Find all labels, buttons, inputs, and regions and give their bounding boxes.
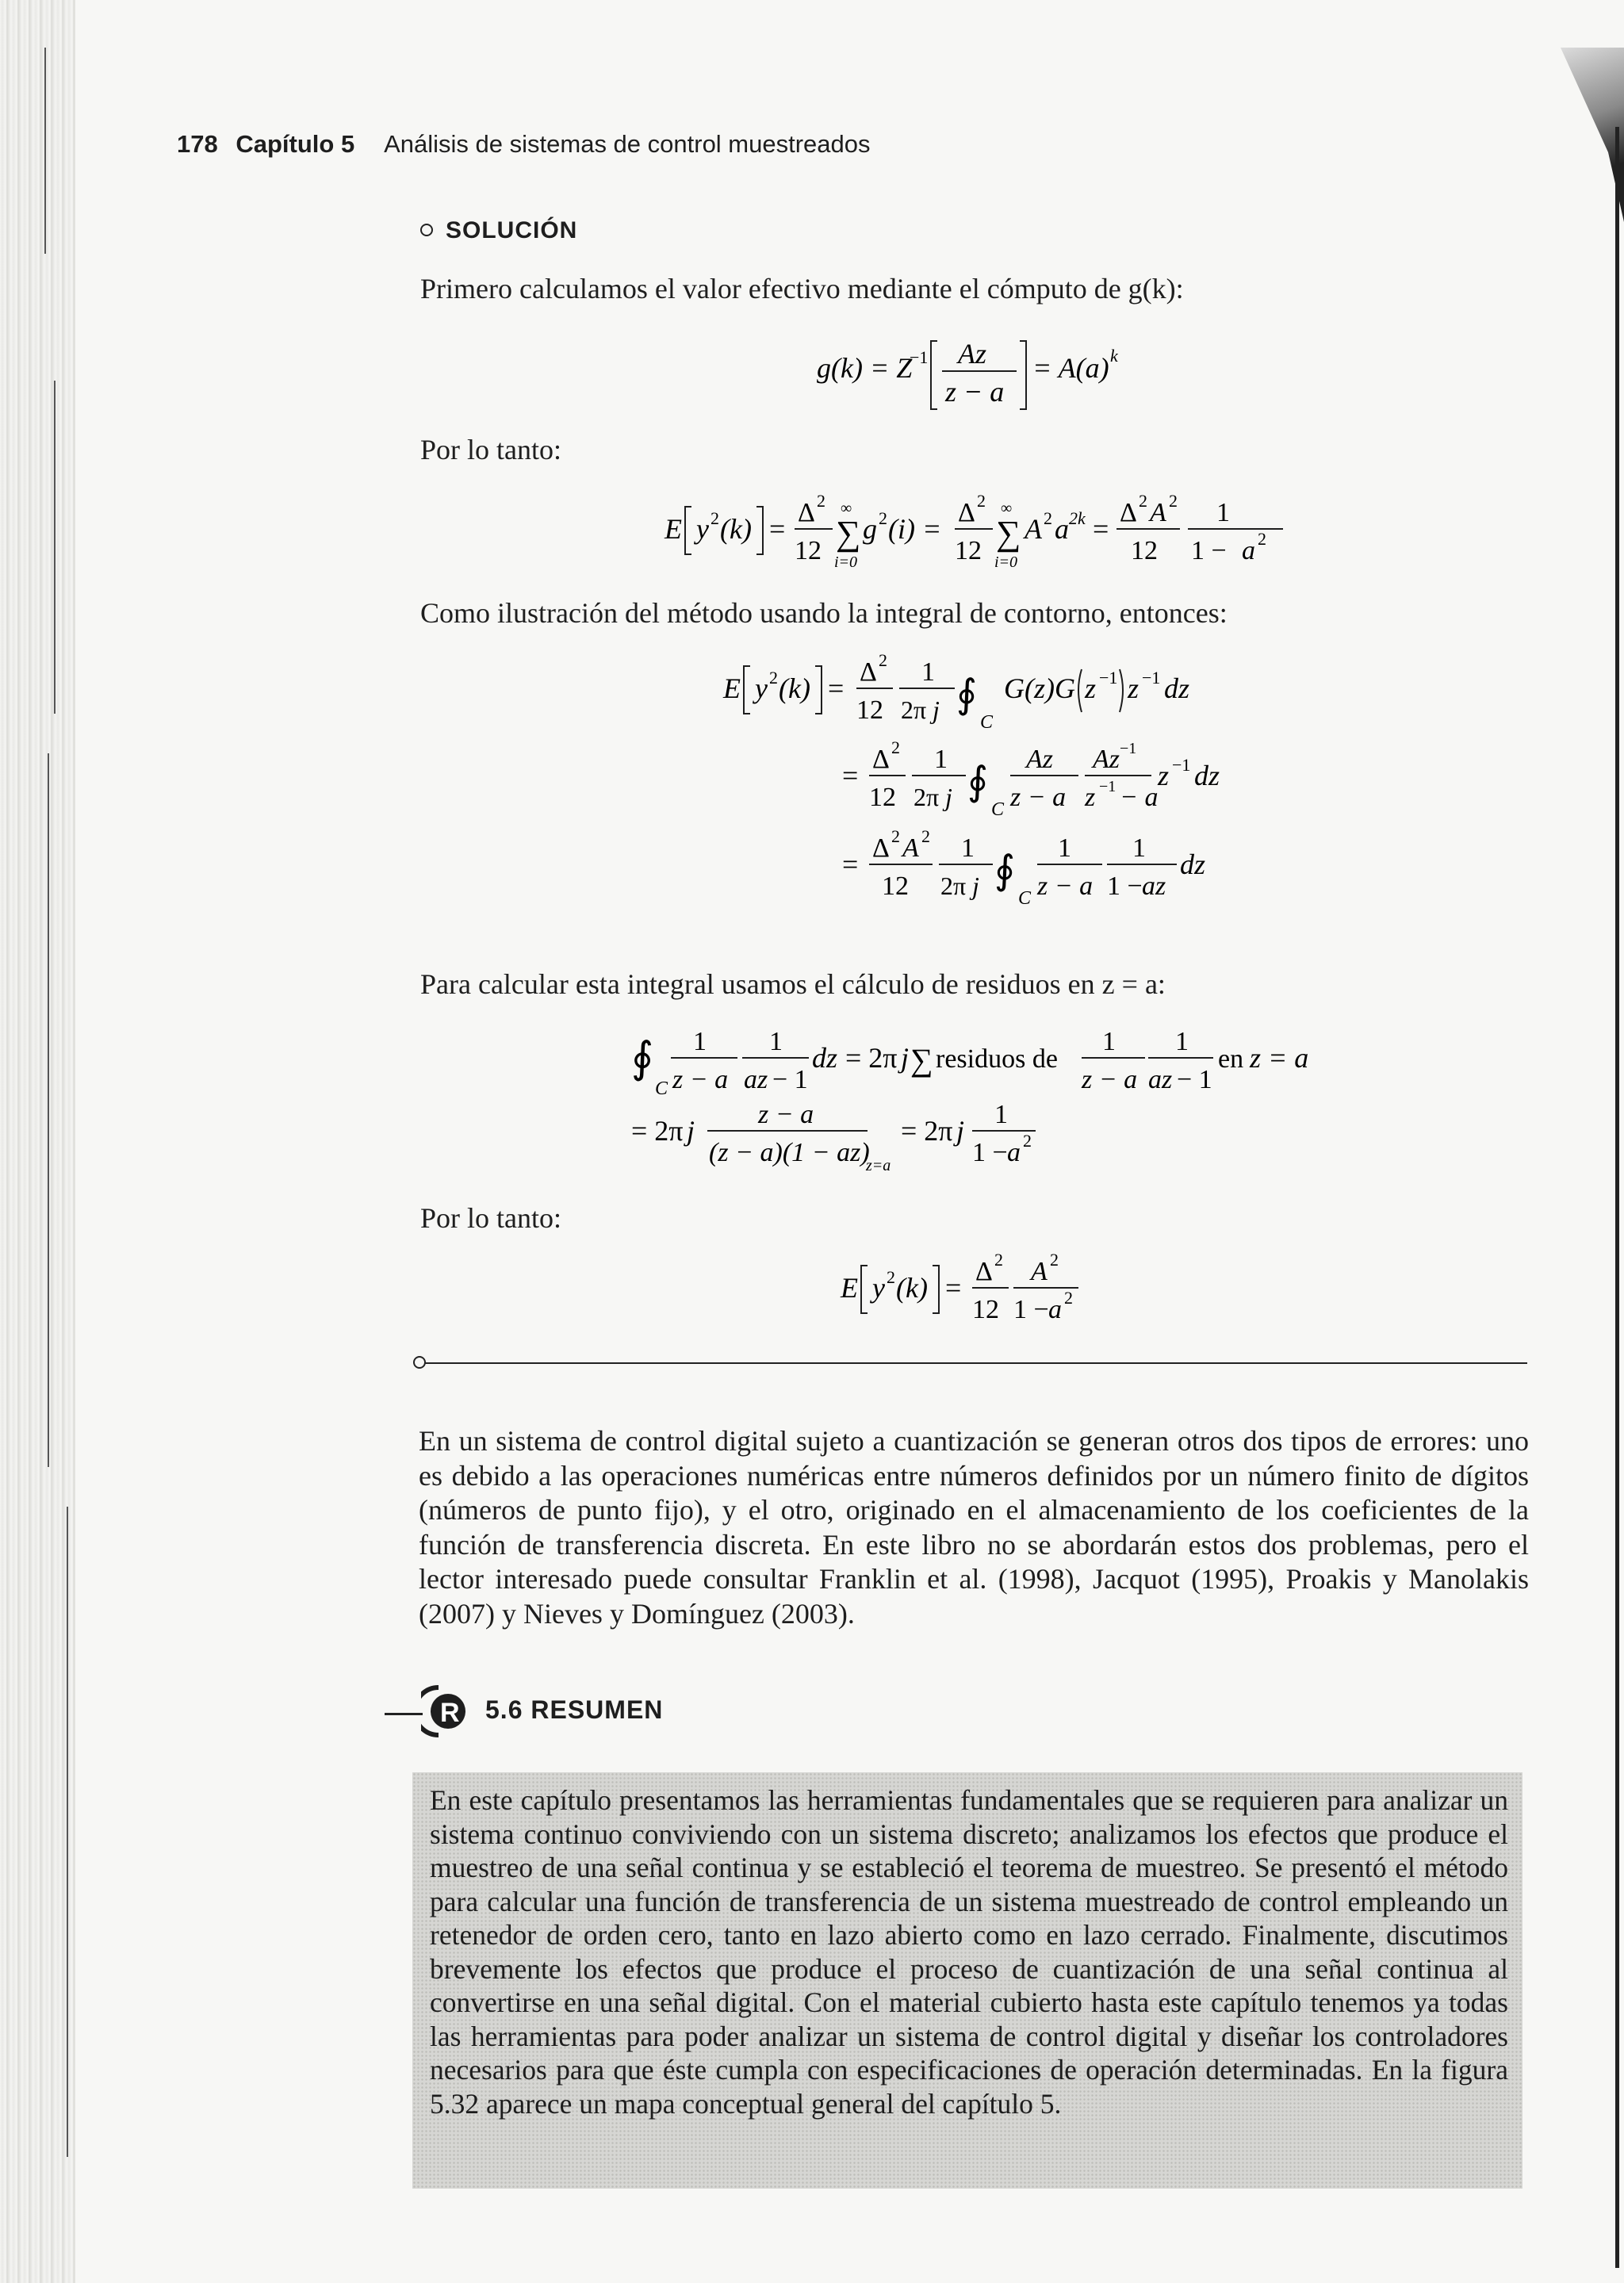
svg-text:z: z	[1085, 672, 1097, 704]
svg-text:z − a: z − a	[758, 1100, 814, 1129]
svg-text:− a: − a	[1120, 783, 1159, 812]
solution-paragraph-5: Por lo tanto:	[420, 1202, 561, 1234]
svg-text:en: en	[1218, 1044, 1244, 1074]
svg-text:j: j	[901, 1042, 910, 1074]
svg-text:12: 12	[882, 871, 909, 901]
svg-text:1: 1	[934, 745, 948, 774]
svg-text:∑: ∑	[910, 1042, 933, 1078]
svg-text:1: 1	[1132, 833, 1146, 863]
svg-text:2: 2	[1169, 491, 1178, 511]
svg-text:j: j	[933, 695, 940, 724]
solution-paragraph-4: Para calcular esta integral usamos el cálculo de residuos en z = a:	[420, 968, 1166, 1000]
svg-text:y: y	[696, 513, 709, 545]
svg-text:A: A	[1150, 498, 1166, 527]
svg-text:∮: ∮	[967, 759, 989, 803]
svg-text:2: 2	[879, 650, 887, 670]
svg-text:=: =	[842, 760, 859, 791]
svg-text:dz: dz	[812, 1042, 838, 1074]
section-divider	[419, 1362, 1527, 1364]
solution-paragraph-3: Como ilustración del método usando la integral de contorno, entonces:	[420, 597, 1228, 629]
svg-text:Az: Az	[1093, 745, 1120, 774]
svg-text:(k): (k)	[720, 513, 752, 545]
svg-text:− 1: − 1	[772, 1065, 808, 1094]
svg-text:i=0: i=0	[834, 554, 858, 571]
svg-text:Az: Az	[1026, 745, 1053, 774]
svg-text:12: 12	[1131, 536, 1158, 565]
svg-text:az: az	[1142, 871, 1166, 901]
svg-text:A: A	[902, 833, 919, 863]
svg-text:az: az	[1148, 1065, 1173, 1094]
svg-text:2: 2	[1044, 508, 1052, 528]
svg-text:1: 1	[1216, 498, 1230, 527]
svg-text:az: az	[744, 1065, 768, 1094]
svg-text:a: a	[1048, 1295, 1062, 1324]
svg-text:=: =	[769, 513, 786, 545]
summary-box	[412, 1772, 1522, 2189]
svg-text:G(z)G: G(z)G	[1004, 672, 1075, 704]
svg-text:1 −: 1 −	[972, 1138, 1008, 1167]
svg-text:E: E	[665, 513, 682, 545]
svg-text:C: C	[655, 1078, 668, 1099]
svg-text:= 2π: = 2π	[631, 1115, 684, 1147]
svg-text:dz: dz	[1180, 848, 1206, 880]
svg-text:∑: ∑	[996, 514, 1021, 553]
running-header	[177, 130, 871, 159]
svg-text:−1: −1	[1120, 740, 1137, 757]
svg-text:dz: dz	[1164, 672, 1190, 704]
svg-text:−1: −1	[1142, 668, 1161, 688]
svg-text:∮: ∮	[994, 848, 1016, 892]
solution-paragraph-2: Por lo tanto:	[420, 434, 561, 465]
svg-text:dz: dz	[1194, 760, 1220, 791]
equation-gk	[817, 324, 1150, 419]
svg-text:=: =	[842, 848, 859, 880]
page-number: 178	[177, 130, 218, 158]
section-title: 5.6 RESUMEN	[485, 1695, 664, 1724]
svg-text:−1: −1	[1099, 668, 1118, 688]
svg-text:1: 1	[921, 657, 935, 687]
svg-text:2: 2	[710, 508, 719, 528]
solution-heading: SOLUCIÓN	[420, 217, 577, 244]
svg-text:∮: ∮	[631, 1034, 654, 1082]
chapter-label: Capítulo 5	[236, 130, 355, 158]
svg-text:− 1: − 1	[1177, 1065, 1212, 1094]
svg-text:2: 2	[891, 737, 900, 757]
svg-text:z − a: z − a	[1082, 1065, 1138, 1094]
equation-expectation-sum	[665, 488, 1299, 583]
svg-text:=: =	[828, 672, 845, 704]
svg-text:2: 2	[977, 491, 986, 511]
svg-text:2: 2	[994, 1250, 1003, 1270]
svg-text:Az: Az	[958, 338, 986, 370]
svg-text:1: 1	[961, 833, 975, 863]
svg-text:Δ: Δ	[958, 498, 975, 527]
svg-text:C: C	[1018, 888, 1032, 909]
svg-text:12: 12	[955, 536, 982, 565]
svg-text:1: 1	[1102, 1027, 1116, 1056]
svg-text:= A(a): = A(a)	[1032, 352, 1109, 384]
bullet-icon	[420, 224, 433, 236]
svg-text:C: C	[980, 712, 994, 733]
svg-text:∑: ∑	[836, 514, 861, 553]
svg-text:z − a: z − a	[1037, 871, 1094, 901]
equation-contour-integral	[723, 650, 1278, 912]
svg-text:g(k) = Z: g(k) = Z	[817, 352, 913, 384]
svg-text:2k: 2k	[1069, 508, 1086, 528]
svg-text:∮: ∮	[956, 672, 978, 716]
svg-text:−1: −1	[910, 347, 929, 367]
svg-text:z=a: z=a	[866, 1157, 891, 1174]
svg-text:2: 2	[1258, 529, 1266, 549]
summary-badge-icon	[421, 1684, 469, 1738]
svg-text:a: a	[1055, 513, 1069, 545]
svg-text:2: 2	[887, 1267, 895, 1287]
svg-text:j: j	[687, 1115, 695, 1147]
svg-text:1 −: 1 −	[1013, 1295, 1049, 1324]
svg-text:1 −: 1 −	[1191, 536, 1227, 565]
svg-text:1: 1	[1175, 1027, 1189, 1056]
svg-text:∞: ∞	[1001, 500, 1013, 517]
equation-residues	[631, 1015, 1329, 1174]
svg-text:z − a: z − a	[945, 376, 1005, 408]
equation-final-result	[841, 1245, 1110, 1340]
svg-text:Δ: Δ	[860, 657, 877, 687]
svg-text:Δ: Δ	[975, 1257, 993, 1286]
body-paragraph: En un sistema de control digital sujeto a cuantización se generan otros dos tipos de errores: uno es debido a las operaciones numéricas entre números definidos por un número finito de dígitos (números de punto fijo), y el otro, originado en el almacenamiento de los coeficientes de la función de transferencia discreta. En este libro no se abordarán estos dos problemas, pero el lector interesado puede consultar Franklin et al. (1998), Jacquot (1995), Proakis y Manolakis (2007) y Nieves y Domínguez (2003).	[419, 1425, 1529, 1630]
svg-text:2: 2	[921, 826, 930, 846]
svg-text:k: k	[1110, 346, 1118, 366]
svg-text:z: z	[1085, 783, 1096, 812]
svg-text:E: E	[723, 672, 741, 704]
svg-text:R: R	[440, 1698, 460, 1728]
svg-text:= 2π: = 2π	[901, 1115, 953, 1147]
svg-text:g: g	[863, 513, 877, 545]
svg-text:1: 1	[994, 1100, 1008, 1129]
svg-text:j: j	[956, 1115, 965, 1147]
svg-text:1: 1	[1058, 833, 1071, 863]
svg-text:2π: 2π	[914, 783, 940, 811]
svg-text:A: A	[1031, 1257, 1048, 1286]
svg-text:Δ: Δ	[872, 833, 890, 863]
svg-text:(k): (k)	[779, 672, 810, 704]
svg-text:a: a	[1242, 536, 1255, 565]
svg-text:Δ: Δ	[798, 498, 815, 527]
svg-text:(i) =: (i) =	[888, 513, 942, 545]
svg-text:residuos de: residuos de	[936, 1044, 1058, 1074]
chapter-title: Análisis de sistemas de control muestreados	[384, 130, 871, 158]
svg-text:12: 12	[869, 783, 896, 812]
svg-text:i=0: i=0	[994, 554, 1018, 571]
svg-text:Δ: Δ	[872, 745, 890, 774]
svg-text:2: 2	[1139, 491, 1147, 511]
svg-text:2: 2	[1023, 1131, 1032, 1151]
divider-endpoint-icon	[413, 1356, 426, 1369]
solution-paragraph-1: Primero calculamos el valor efectivo mediante el cómputo de g(k):	[420, 273, 1184, 305]
svg-text:2π: 2π	[901, 695, 927, 724]
svg-text:(z − a)(1 − az): (z − a)(1 − az)	[709, 1138, 870, 1167]
svg-text:z − a: z − a	[1010, 783, 1067, 812]
svg-text:C: C	[991, 799, 1005, 820]
svg-text:Δ: Δ	[1120, 498, 1137, 527]
svg-text:=: =	[1093, 513, 1109, 545]
svg-text:2: 2	[1050, 1250, 1059, 1270]
svg-text:1: 1	[693, 1027, 707, 1056]
svg-text:2π: 2π	[940, 871, 967, 900]
svg-text:y: y	[755, 672, 768, 704]
scan-binding-edge	[0, 0, 75, 2283]
svg-text:z: z	[1128, 672, 1139, 704]
page-curl	[1561, 48, 1624, 222]
svg-text:E: E	[841, 1272, 858, 1304]
svg-text:−1: −1	[1172, 755, 1191, 775]
summary-text: En este capítulo presentamos las herramientas fundamentales que se requieren para analizar un sistema continuo conviviendo con un sistema discreto; analizamos los efectos que produce el muestreo de una señal continua y se estableció el teorema de muestreo. Se presentó el método para calcular una función de transferencia de un sistema muestreado de control empleando un retenedor de orden cero, tanto en lazo abierto como en lazo cerrado. Finalmente, discutimos brevemente los efectos que produce el proceso de cuantización de una señal continua al convertirse en una señal digital. Con el material cubierto hasta este capítulo tenemos ya todas las herramientas para poder analizar un sistema de control digital y diseñar los controladores necesarios para que éste cumpla con especificaciones de operación determinadas. En la figura 5.32 aparece un mapa conceptual general del capítulo 5.	[430, 1784, 1508, 2120]
svg-text:∞: ∞	[841, 500, 852, 517]
scan-right-edge	[1602, 32, 1624, 2268]
svg-text:=: =	[945, 1272, 962, 1304]
svg-text:z − a: z − a	[672, 1065, 729, 1094]
svg-text:2: 2	[891, 826, 900, 846]
svg-text:= 2π: = 2π	[845, 1042, 898, 1074]
svg-text:12: 12	[972, 1295, 999, 1324]
svg-text:1 −: 1 −	[1107, 871, 1143, 901]
svg-text:1: 1	[769, 1027, 783, 1056]
svg-text:2: 2	[817, 491, 825, 511]
svg-text:2: 2	[879, 508, 887, 528]
svg-text:j: j	[945, 783, 952, 811]
svg-text:2: 2	[769, 668, 778, 688]
svg-text:a: a	[1007, 1138, 1021, 1167]
svg-text:y: y	[872, 1272, 885, 1304]
svg-text:A: A	[1025, 513, 1042, 545]
svg-text:(k): (k)	[896, 1272, 928, 1304]
svg-text:z: z	[1158, 760, 1170, 791]
svg-text:−1: −1	[1099, 778, 1116, 795]
svg-text:j: j	[972, 871, 979, 900]
svg-text:2: 2	[1064, 1288, 1073, 1308]
svg-text:12: 12	[856, 695, 883, 725]
svg-text:z = a: z = a	[1250, 1042, 1309, 1074]
svg-text:12: 12	[795, 536, 822, 565]
